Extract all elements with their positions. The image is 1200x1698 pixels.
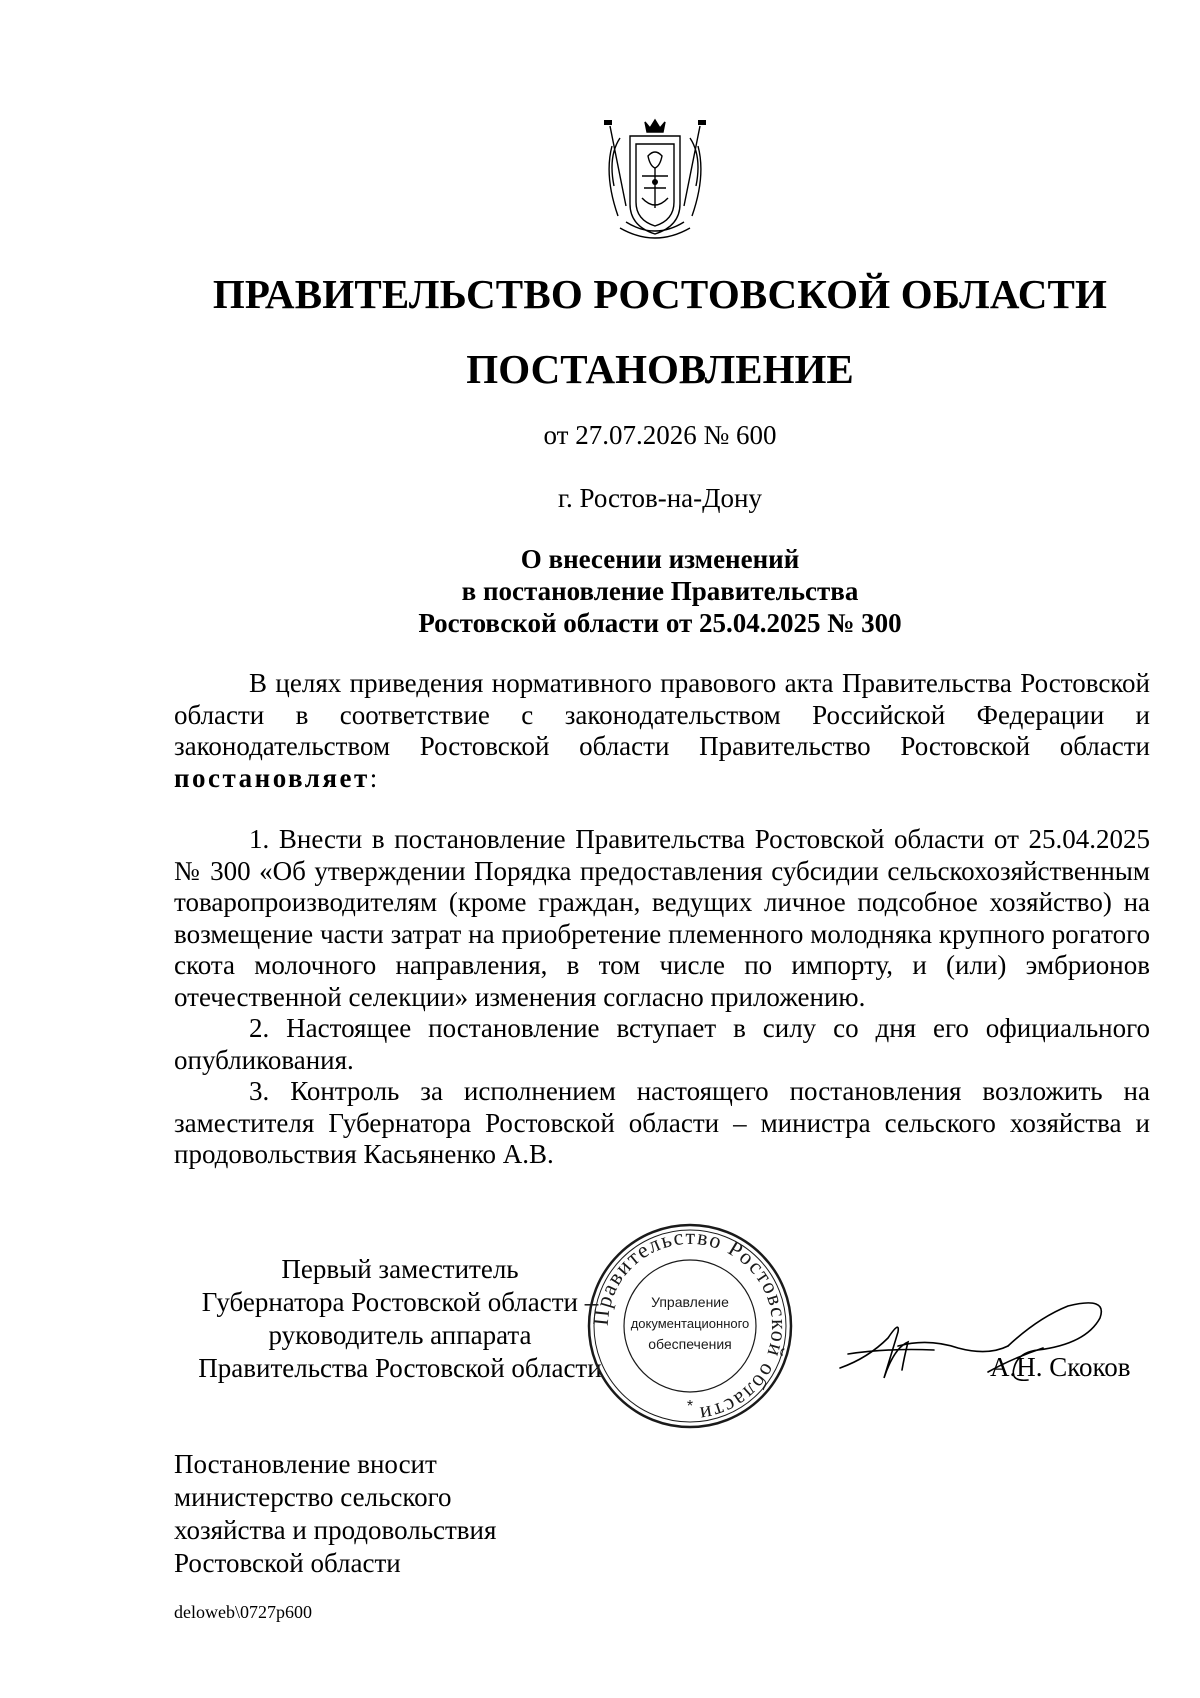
document-subject — [0, 543, 1200, 639]
initiator-note — [174, 1448, 496, 1580]
initiator-line: Ростовской области — [174, 1548, 401, 1578]
signer-position-line: Губернатора Ростовской области – — [201, 1287, 599, 1317]
preamble — [174, 668, 1150, 794]
signer-position-line: руководитель аппарата — [268, 1320, 532, 1350]
document-date-number: от 27.07.2026 № 600 — [543, 420, 777, 450]
organization-title: ПРАВИТЕЛЬСТВО РОСТОВСКОЙ ОБЛАСТИ — [212, 271, 1108, 317]
seal-center-line: документационного — [630, 1316, 750, 1331]
initiator-line: хозяйства и продовольствия — [174, 1515, 497, 1545]
resolution-item: 3. Контроль за исполнением настоящего постановления возложить на заместителя Губернатора Ростовской области – министра сельского хозяйства и продовольствия Касьяненко А.В. — [174, 1076, 1150, 1169]
subject-line: Ростовской области от 25.04.2025 № 300 — [418, 608, 902, 638]
initiator-line: Постановление вносит — [174, 1449, 437, 1479]
seal-center-line: Управление — [651, 1294, 729, 1310]
seal-center-line: обеспечения — [648, 1336, 732, 1352]
coat-of-arms-emblem — [600, 116, 710, 246]
file-reference: deloweb\0727p600 — [174, 1602, 312, 1622]
preamble-paragraph — [174, 668, 1150, 794]
document-type-title: ПОСТАНОВЛЕНИЕ — [466, 346, 854, 392]
preamble-colon: : — [369, 762, 378, 793]
subject-line: О внесении изменений — [520, 544, 800, 574]
seal-ring-text: Правительство Ростовской области — [587, 1223, 793, 1428]
preamble-text: В целях приведения нормативного правового акта Правительства Ростовской области в соответствие с законодательством Российской Федерации и законодательством Ростовской области Правительство Ростовской области — [174, 668, 1150, 761]
signer-position — [190, 1253, 610, 1385]
subject-line: в постановление Правительства — [461, 576, 859, 606]
resolution-items — [174, 824, 1150, 1171]
official-seal — [585, 1221, 795, 1431]
seal-star: * — [686, 1398, 694, 1415]
document-city: г. Ростов-на-Дону — [557, 483, 762, 513]
resolution-item: 2. Настоящее постановление вступает в силу со дня его официального опубликования. — [174, 1013, 1150, 1075]
resolution-item: 1. Внести в постановление Правительства Ростовской области от 25.04.2025 № 300 «Об утверждении Порядка предоставления субсидии сельскохозяйственным товаропроизводителям (кроме граждан, ведущих личное подсобное хозяйство) на возмещение части затрат на приобретение племенного молодняка крупного рогатого скота молочного направления, в том числе по импорту, и (или) эмбрионов отечественной селекции» изменения согласно приложению. — [174, 824, 1150, 1012]
resolves-word: постановляет — [174, 762, 370, 793]
signer-position-line: Правительства Ростовской области — [198, 1353, 602, 1383]
signer-position-line: Первый заместитель — [281, 1254, 519, 1284]
initiator-line: министерство сельского — [174, 1482, 452, 1512]
signer-name: А.Н. Скоков — [990, 1352, 1131, 1382]
